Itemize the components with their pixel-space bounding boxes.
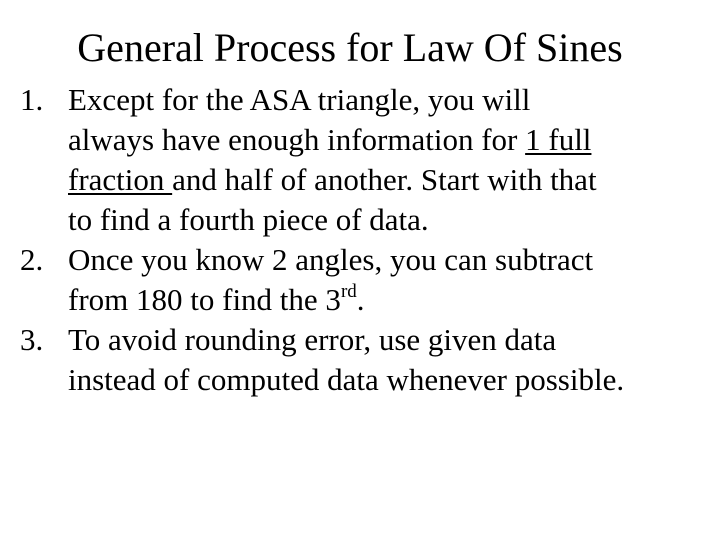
underlined-text-1-full: 1 full [525,122,592,157]
item-2-line-2: from 180 to find the 3rd. [68,281,365,317]
superscript-rd: rd [340,281,357,302]
list-number-1: 1. [20,82,44,117]
list-item-3 [20,320,710,400]
process-steps-list [20,80,710,400]
item-1-line-3: fraction and half of another. Start with that [68,162,597,197]
item-1-line-2: always have enough information for 1 full [68,122,592,157]
list-number-2: 2. [20,242,44,277]
item-3-line-2: instead of computed data whenever possible. [68,362,625,397]
slide-title: General Process for Law Of Sines [77,25,623,70]
item-1-line-1: Except for the ASA triangle, you will [68,82,531,117]
underlined-text-fraction: fraction [68,162,173,197]
list-item-1 [20,80,710,240]
list-number-3: 3. [20,322,44,357]
item-3-line-1: To avoid rounding error, use given data [68,322,557,357]
item-1-line-4: to find a fourth piece of data. [68,202,429,237]
list-item-2 [20,240,710,320]
item-2-line-1: Once you know 2 angles, you can subtract [68,242,594,277]
